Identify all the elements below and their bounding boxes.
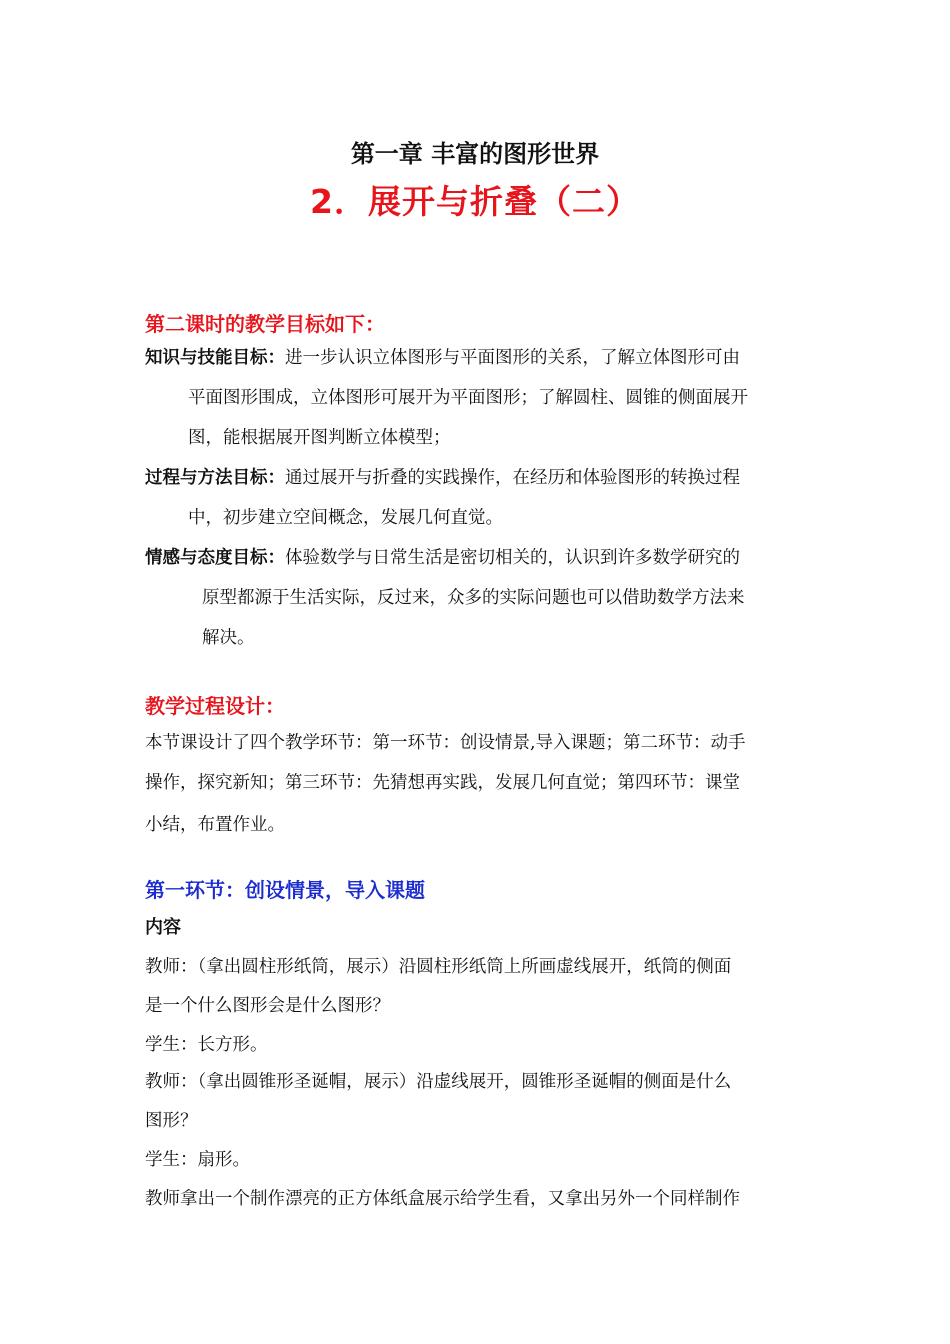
objectives-heading: 第二课时的教学目标如下：: [145, 312, 385, 336]
stage1-line-7: 教师拿出一个制作漂亮的正方体纸盒展示给学生看，又拿出另外一个同样制作: [145, 1189, 740, 1209]
knowledge-objective-label: 知识与技能目标：: [145, 348, 285, 368]
stage1-line-5: 图形？: [145, 1111, 198, 1131]
chapter-title: 第一章 丰富的图形世界: [350, 140, 600, 168]
lesson-title: 2．展开与折叠（二）: [310, 182, 640, 221]
emotion-objective-label: 情感与态度目标：: [145, 548, 285, 568]
stage1-line-3: 学生：长方形。: [145, 1035, 268, 1055]
design-line-1: 本节课设计了四个教学环节：第一环节：创设情景,导入课题；第二环节：动手: [145, 733, 746, 753]
stage1-line-2: 是一个什么图形会是什么图形？: [145, 996, 390, 1016]
design-line-3: 小结，布置作业。: [145, 815, 285, 835]
stage1-line-1: 教师：（拿出圆柱形纸筒，展示）沿圆柱形纸筒上所画虚线展开，纸筒的侧面: [145, 957, 732, 977]
stage1-line-4: 教师：（拿出圆锥形圣诞帽，展示）沿虚线展开，圆锥形圣诞帽的侧面是什么: [145, 1072, 732, 1092]
stage1-heading: 第一环节：创设情景，导入课题: [145, 878, 425, 902]
process-objective-label: 过程与方法目标：: [145, 468, 285, 488]
emotion-objective-line-3: 解决。: [202, 628, 255, 648]
emotion-objective-line-1: 情感与态度目标：体验数学与日常生活是密切相关的，认识到许多数学研究的: [145, 548, 740, 568]
stage1-content-label: 内容: [145, 917, 181, 938]
stage1-line-6: 学生：扇形。: [145, 1150, 250, 1170]
knowledge-objective-line-2: 平面图形围成，立体图形可展开为平面图形；了解圆柱、圆锥的侧面展开: [188, 388, 748, 408]
process-objective-line-1: 过程与方法目标：通过展开与折叠的实践操作，在经历和体验图形的转换过程: [145, 468, 740, 488]
process-objective-line-2: 中，初步建立空间概念，发展几何直觉。: [188, 508, 503, 528]
knowledge-objective-line-3: 图，能根据展开图判断立体模型；: [188, 428, 451, 448]
emotion-objective-line-2: 原型都源于生活实际，反过来，众多的实际问题也可以借助数学方法来: [202, 588, 745, 608]
knowledge-objective-line-1: 知识与技能目标：进一步认识立体图形与平面图形的关系，了解立体图形可由: [145, 348, 740, 368]
design-heading: 教学过程设计：: [145, 694, 285, 718]
design-line-2: 操作，探究新知；第三环节：先猜想再实践，发展几何直觉；第四环节：课堂: [145, 773, 740, 793]
